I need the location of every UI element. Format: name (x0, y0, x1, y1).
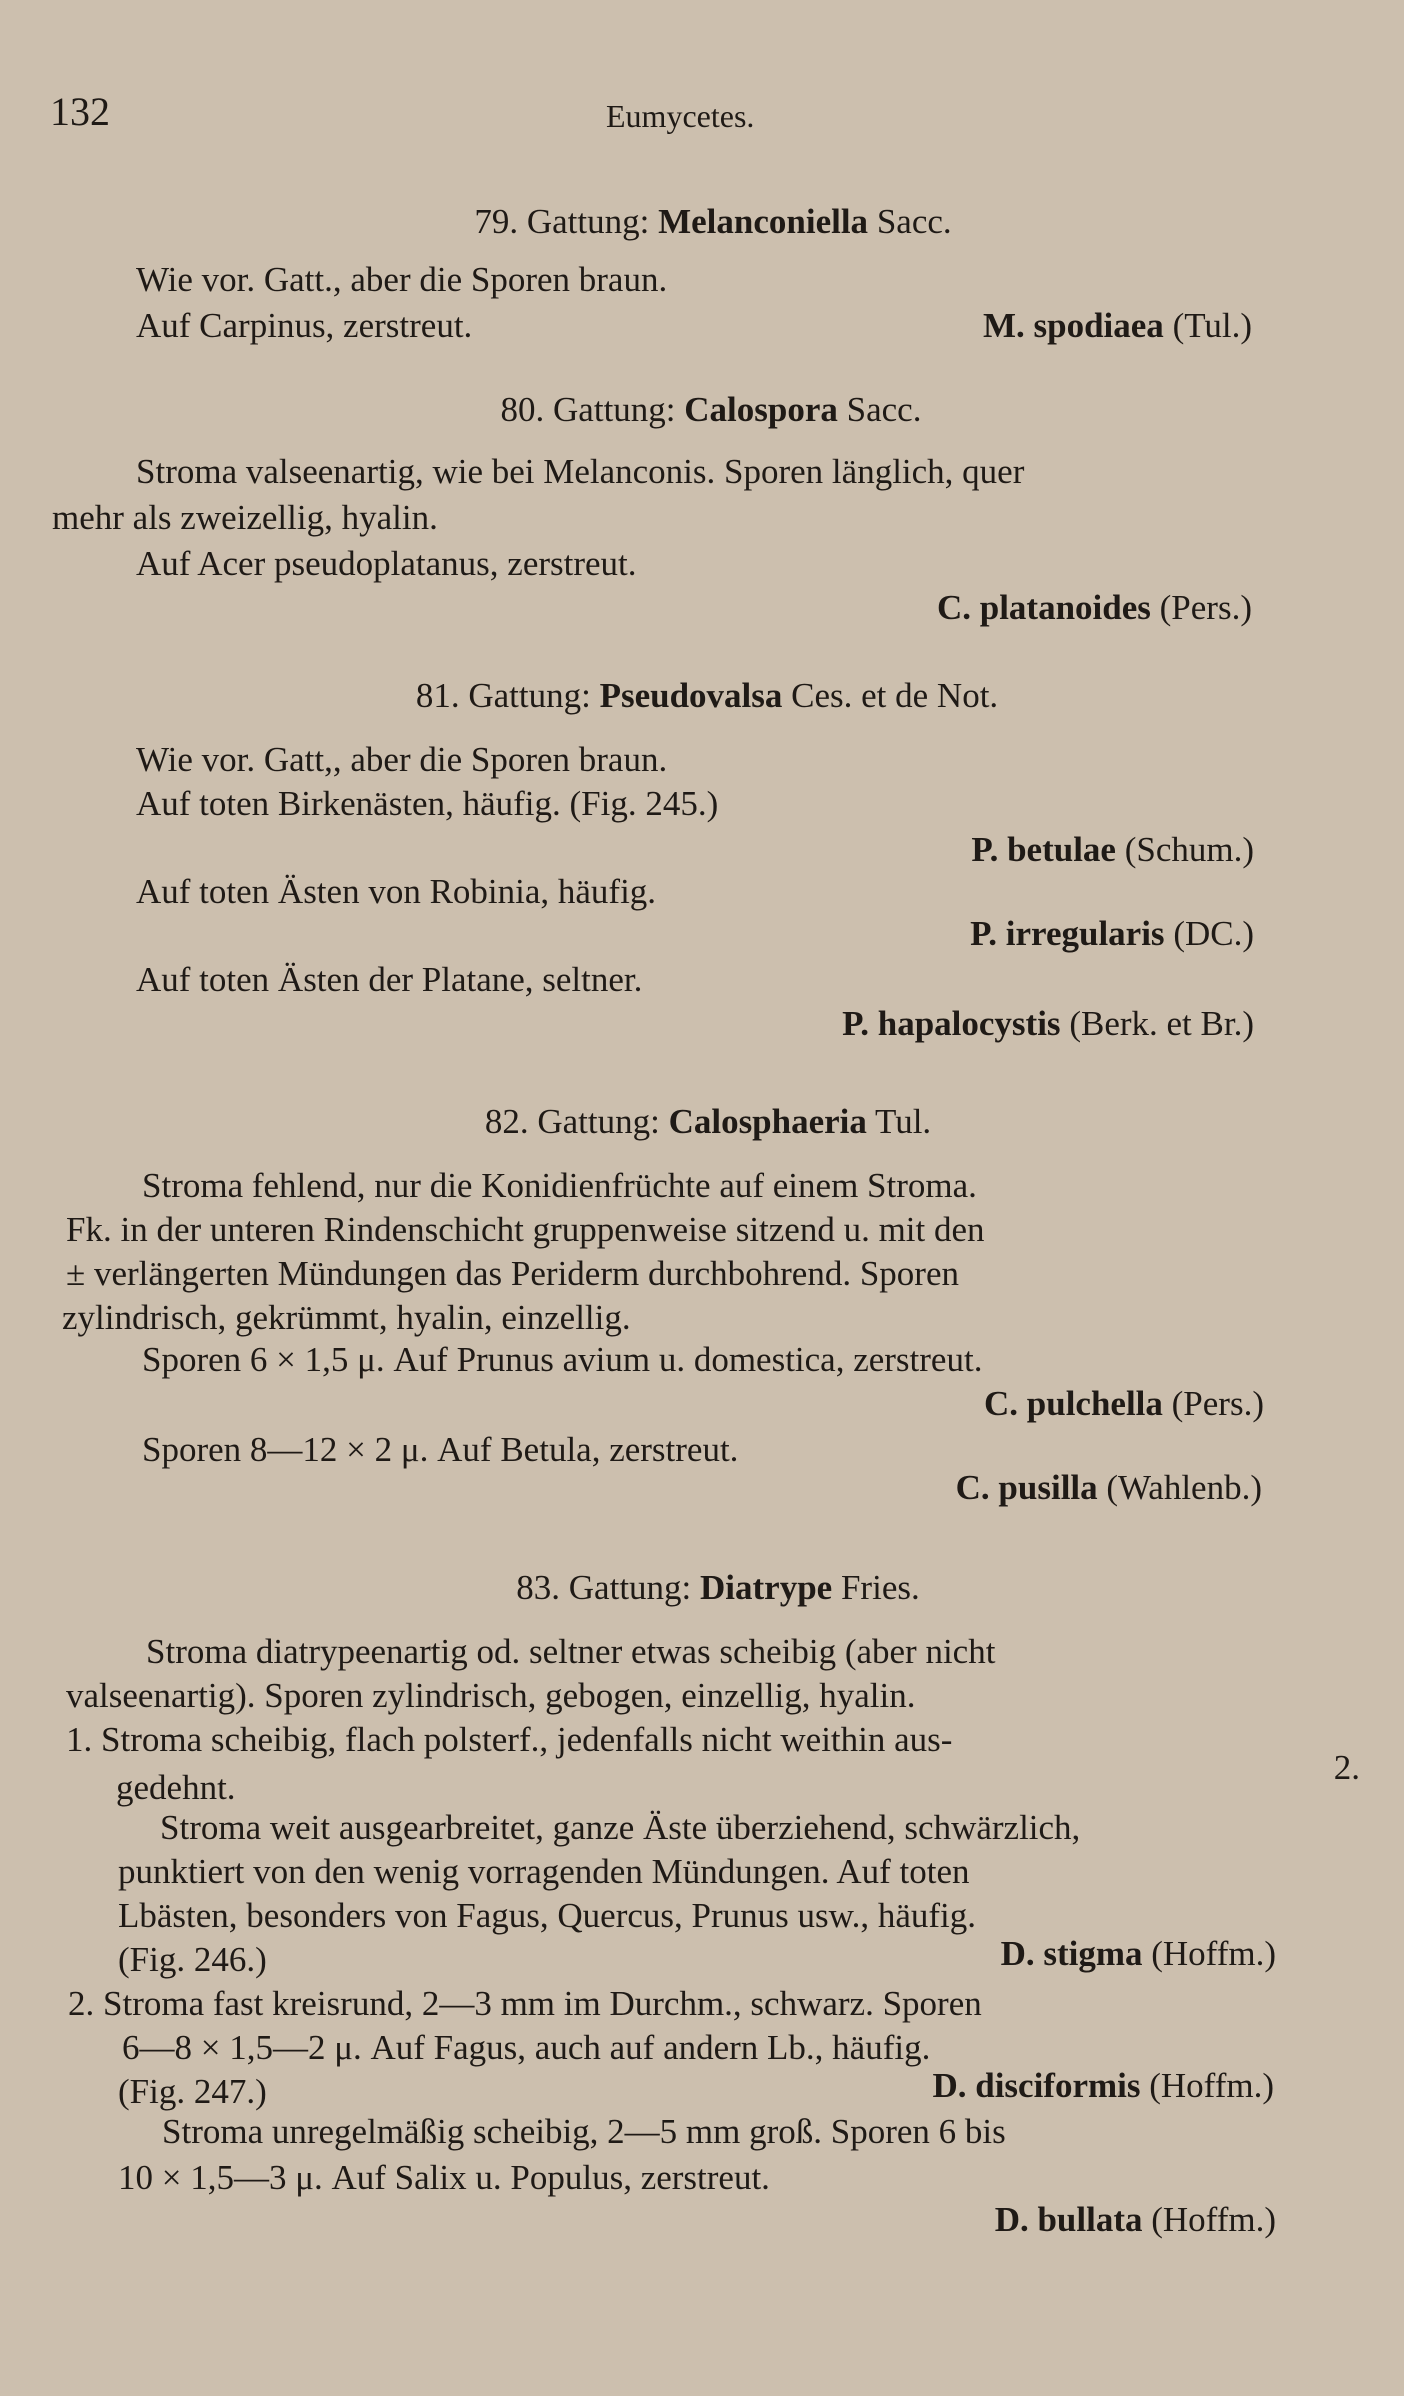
key-entry-1b: (Fig. 246.) (118, 1940, 267, 1979)
species-name: M. spodiaea (Tul.) (982, 306, 1252, 345)
genus-81-text: Auf toten Ästen der Platane, seltner. (136, 960, 643, 999)
genus-82-text: ± verlängerten Mündungen das Periderm durchbohrend. Sporen (66, 1254, 959, 1293)
species-name: P. hapalocystis (Berk. et Br.) (842, 1004, 1254, 1043)
key-entry-1: gedehnt. (116, 1768, 236, 1807)
genus-80-heading: 80. Gattung: Calospora Sacc. (500, 390, 922, 429)
genus-82-text: Stroma fehlend, nur die Konidienfrüchte auf einem Stroma. (142, 1166, 977, 1205)
key-entry-2: 6—8 × 1,5—2 μ. Auf Fagus, auch auf andern Lb., häufig. (122, 2028, 931, 2067)
genus-82-text: Fk. in der unteren Rindenschicht gruppenweise sitzend u. mit den (66, 1210, 985, 1249)
species-name: D. bullata (Hoffm.) (994, 2200, 1276, 2239)
key-entry-1b: Lbästen, besonders von Fagus, Quercus, Prunus usw., häufig. (118, 1896, 977, 1935)
genus-82-text: Sporen 6 × 1,5 μ. Auf Prunus avium u. domestica, zerstreut. (142, 1340, 983, 1379)
genus-83-text: valseenartig). Sporen zylindrisch, gebogen, einzellig, hyalin. (66, 1676, 916, 1715)
species-name: D. disciformis (Hoffm.) (932, 2066, 1274, 2105)
species-name: P. irregularis (DC.) (970, 914, 1254, 953)
genus-82-text: zylindrisch, gekrümmt, hyalin, einzellig. (62, 1298, 631, 1337)
key-entry-1b: punktiert von den wenig vorragenden Mündungen. Auf toten (118, 1852, 970, 1891)
key-reference: 2. (1333, 1748, 1360, 1787)
species-name: C. platanoides (Pers.) (936, 588, 1252, 627)
genus-82-text: Sporen 8—12 × 2 μ. Auf Betula, zerstreut. (142, 1430, 739, 1469)
genus-83-heading: 83. Gattung: Diatrype Fries. (516, 1568, 920, 1607)
genus-81-text: Auf toten Birkenästen, häufig. (Fig. 245.) (136, 784, 719, 823)
genus-80-text: Stroma valseenartig, wie bei Melanconis. Sporen länglich, quer (136, 452, 1025, 491)
running-title: Eumycetes. (606, 98, 755, 134)
genus-81-heading: 81. Gattung: Pseudovalsa Ces. et de Not. (415, 676, 999, 715)
genus-81-text: Wie vor. Gatt,, aber die Sporen braun. (136, 740, 668, 779)
genus-79-text: Wie vor. Gatt., aber die Sporen braun. (136, 260, 668, 299)
genus-81-text: Auf toten Ästen von Robinia, häufig. (136, 872, 657, 911)
key-entry-2: (Fig. 247.) (118, 2072, 267, 2111)
genus-79-text: Auf Carpinus, zerstreut. (136, 306, 473, 345)
key-entry-2b: Stroma unregelmäßig scheibig, 2—5 mm groß. Sporen 6 bis (162, 2112, 1006, 2151)
key-entry-1: 1. Stroma scheibig, flach polsterf., jedenfalls nicht weithin aus- (66, 1720, 953, 1759)
genus-79-heading: 79. Gattung: Melanconiella Sacc. (474, 202, 952, 241)
page-number: 132 (50, 89, 110, 134)
species-name: D. stigma (Hoffm.) (1000, 1934, 1276, 1973)
key-entry-2: 2. Stroma fast kreisrund, 2—3 mm im Durchm., schwarz. Sporen (68, 1984, 982, 2023)
species-name: C. pulchella (Pers.) (983, 1384, 1264, 1423)
species-name: C. pusilla (Wahlenb.) (955, 1468, 1262, 1507)
genus-80-text: mehr als zweizellig, hyalin. (52, 498, 438, 537)
genus-80-text: Auf Acer pseudoplatanus, zerstreut. (136, 544, 637, 583)
key-entry-2b: 10 × 1,5—3 μ. Auf Salix u. Populus, zerstreut. (118, 2158, 770, 2197)
genus-83-text: Stroma diatrypeenartig od. seltner etwas scheibig (aber nicht (146, 1632, 996, 1671)
genus-82-heading: 82. Gattung: Calosphaeria Tul. (484, 1102, 932, 1141)
key-entry-1b: Stroma weit ausgearbreitet, ganze Äste überziehend, schwärzlich, (160, 1808, 1081, 1847)
species-name: P. betulae (Schum.) (971, 830, 1254, 869)
